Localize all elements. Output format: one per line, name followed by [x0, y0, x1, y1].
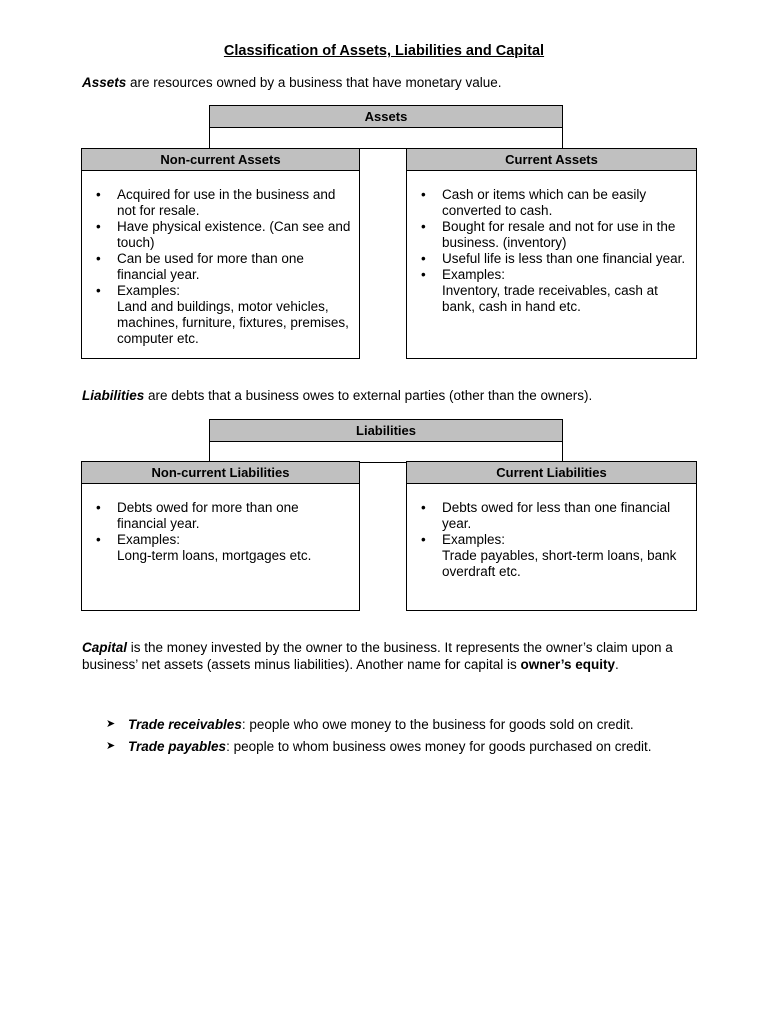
liabilities-definition: are debts that a business owes to external parties (other than the owners).: [144, 388, 593, 403]
arrow-bullet-icon: ➤: [106, 740, 116, 752]
noncurrent-liabilities-list: [82, 500, 359, 564]
arrow-bullet-icon: ➤: [106, 718, 116, 730]
current-assets-list: [407, 187, 696, 315]
bullet-icon: •: [96, 251, 101, 266]
bullet-icon: •: [421, 267, 426, 282]
definition-item: ➤ Trade receivables: people who owe money to the business for goods sold on credit.: [106, 717, 634, 732]
noncurrent-assets-title: Non-current Assets: [82, 149, 359, 171]
bullet-icon: •: [96, 187, 101, 202]
list-item: • Examples: Long-term loans, mortgages etc.: [96, 532, 312, 563]
current-liabilities-list: [407, 500, 696, 580]
assets-definition: are resources owned by a business that have monetary value.: [126, 75, 502, 90]
definition-item: ➤ Trade payables: people to whom business owes money for goods purchased on credit.: [106, 739, 652, 754]
noncurrent-assets-box: [81, 148, 360, 359]
list-item: • Examples: Land and buildings, motor vehicles, machines, furniture, fixtures, premises, computer etc.: [96, 283, 349, 346]
noncurrent-liabilities-box: [81, 461, 360, 611]
list-item: • Have physical existence. (Can see and touch): [96, 219, 351, 250]
assets-term: Assets: [82, 75, 127, 90]
bullet-icon: •: [421, 532, 426, 547]
current-assets-title: Current Assets: [407, 149, 696, 171]
definitions-list: [82, 716, 722, 760]
list-item: • Can be used for more than one financial year.: [96, 251, 304, 282]
owners-equity: owner’s equity: [520, 657, 615, 672]
liabilities-header-box: [209, 419, 563, 463]
bullet-icon: •: [421, 500, 426, 515]
capital-term: Capital: [82, 640, 128, 655]
definition-term: Trade payables: [128, 739, 227, 754]
list-item: • Examples: Trade payables, short-term loans, bank overdraft etc.: [421, 532, 677, 579]
noncurrent-assets-list: [82, 187, 359, 347]
bullet-icon: •: [421, 219, 426, 234]
list-item: • Debts owed for less than one financial year.: [421, 500, 671, 531]
list-item: • Acquired for use in the business and not for resale.: [96, 187, 336, 218]
assets-header-box: [209, 105, 563, 149]
list-item: • Debts owed for more than one financial year.: [96, 500, 299, 531]
liabilities-intro: [82, 387, 712, 404]
bullet-icon: •: [96, 283, 101, 298]
current-liabilities-box: [406, 461, 697, 611]
liabilities-header: Liabilities: [210, 420, 562, 442]
list-item: • Useful life is less than one financial year.: [421, 251, 686, 266]
current-assets-box: [406, 148, 697, 359]
list-item: • Bought for resale and not for use in the business. (inventory): [421, 219, 676, 250]
assets-intro: [82, 74, 712, 91]
definition-term: Trade receivables: [128, 717, 242, 732]
bullet-icon: •: [421, 187, 426, 202]
capital-definition: is the money invested by the owner to the business. It represents the owner’s claim upon a business’ net assets (assets minus liabilities). Another name for capital is: [82, 640, 673, 672]
bullet-icon: •: [96, 219, 101, 234]
liabilities-term: Liabilities: [82, 388, 145, 403]
bullet-icon: •: [421, 251, 426, 266]
page-title: Classification of Assets, Liabilities and Capital: [223, 43, 545, 59]
bullet-icon: •: [96, 532, 101, 547]
noncurrent-liabilities-title: Non-current Liabilities: [82, 462, 359, 484]
list-item: • Examples: Inventory, trade receivables, cash at bank, cash in hand etc.: [421, 267, 658, 314]
list-item: • Cash or items which can be easily converted to cash.: [421, 187, 647, 218]
bullet-icon: •: [96, 500, 101, 515]
assets-header: Assets: [210, 106, 562, 128]
capital-paragraph: Capital is the money invested by the owner to the business. It represents the owner’s claim upon a business’ net assets (assets minus liabilities). Another name for capital is owner’s equity.: [82, 640, 673, 672]
current-liabilities-title: Current Liabilities: [407, 462, 696, 484]
